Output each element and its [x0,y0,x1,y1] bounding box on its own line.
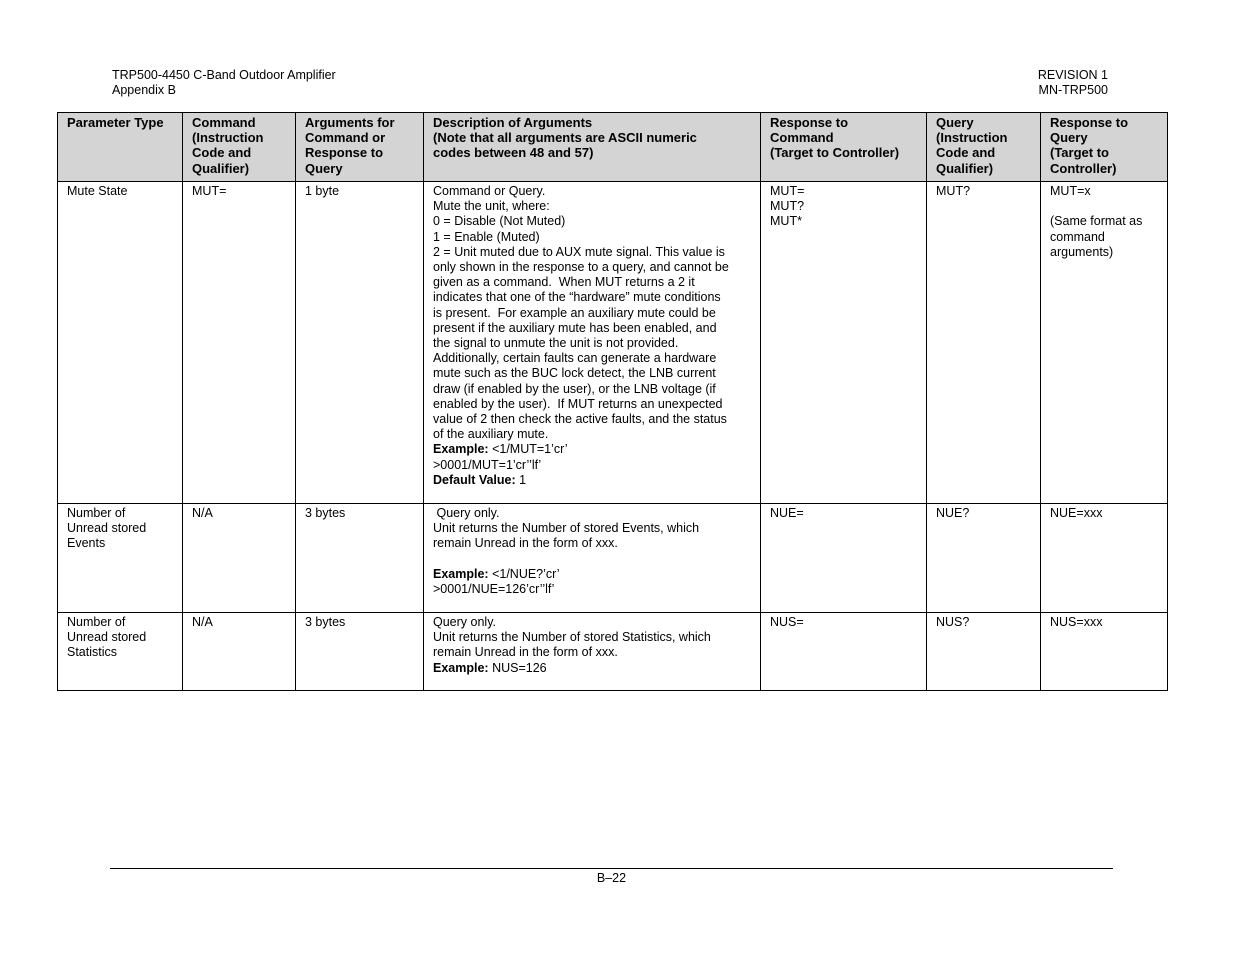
cell-line: 1 = Enable (Muted) [433,229,540,244]
command-spec-table [57,112,1168,691]
table-header-row [58,113,1168,182]
label-value: <1/MUT=1’cr’ [488,442,568,457]
query-cell [927,613,1041,691]
revision-label: REVISION 1 [1037,68,1108,82]
header-parameter-type [58,113,183,182]
header-line: Query [1050,130,1088,146]
cell-line: MUT* [770,214,802,229]
cell-line: (Same format as [1050,214,1143,229]
response-to-command-cell [761,182,927,504]
cell-line: MUT= [192,184,227,198]
description-cell [424,613,761,691]
cell-line: Unread stored [67,630,147,645]
query-cell [927,504,1041,613]
table-row [58,504,1168,613]
arguments-cell [296,613,424,691]
header-line: Controller) [1050,160,1117,176]
header-line: Arguments for [305,115,395,130]
cell-line: Unread stored [67,521,147,536]
header-line: (Note that all arguments are ASCII numeric [433,130,697,146]
cell-line: Statistics [67,645,118,660]
arguments-cell [296,182,424,504]
header-line: (Target to [1050,145,1109,161]
cell-line: 3 bytes [305,506,346,520]
header-query [927,113,1041,182]
cell-line: is present. For example an auxiliary mute could be [433,305,716,320]
cell-line: MUT= [770,184,805,198]
header-line: Parameter Type [67,115,164,130]
cell-line: N/A [192,615,213,629]
header-line: (Instruction [192,130,264,146]
bold-label: Example: [433,660,489,675]
response-to-command-cell [761,613,927,691]
cell-line: NUE? [936,506,970,520]
table-row [58,613,1168,691]
command-cell [183,504,296,613]
cell-line: mute such as the BUC lock detect, the LNB current [433,366,716,381]
response-to-query-cell [1041,182,1168,504]
label-value: NUS=126 [488,660,547,675]
cell-line: 0 = Disable (Not Muted) [433,214,566,229]
cell-line [433,442,752,457]
header-line: Code and [192,145,252,161]
cell-line: N/A [192,506,213,520]
query-cell [927,182,1041,504]
cell-line [433,567,752,582]
cell-line: NUS=xxx [1050,615,1103,629]
header-line: Query [936,115,974,130]
header-description [424,113,761,182]
cell-line: NUE= [770,506,804,520]
cell-line: only shown in the response to a query, and cannot be [433,260,729,275]
header-line: Response to [305,145,384,161]
command-cell [183,182,296,504]
cell-line: NUS= [770,615,804,629]
cell-line: command [1050,229,1105,244]
cell-line: Command or Query. [433,184,546,198]
header-response-to-command [761,113,927,182]
header-line: Response to [770,115,849,130]
table-row [58,182,1168,504]
header-line: codes between 48 and 57) [433,145,594,161]
cell-line: MUT? [936,184,971,198]
cell-line: Events [67,536,106,551]
manual-number: MN-TRP500 [1038,83,1108,97]
header-line: Qualifier) [936,160,994,176]
cell-line: Mute State [67,184,128,198]
parameter-type-cell [58,504,183,613]
arguments-cell [296,504,424,613]
cell-line: 2 = Unit muted due to AUX mute signal. This value is [433,244,725,259]
cell-line: the signal to unmute the unit is not provided. [433,336,679,351]
header-arguments [296,113,424,182]
header-line: Command [192,115,256,130]
header-response-to-query [1041,113,1168,182]
header-line: Query [305,160,343,176]
cell-line: Query only. [433,615,496,629]
cell-line [433,661,752,676]
bold-label: Example: [433,442,489,457]
cell-line: NUS? [936,615,970,629]
header-line: Code and [936,145,996,161]
document-title: TRP500-4450 C-Band Outdoor Amplifier [112,68,336,82]
cell-line: >0001/MUT=1’cr’’lf’ [433,457,542,472]
cell-line: enabled by the user). If MUT returns an unexpected [433,396,723,411]
cell-line: >0001/NUE=126’cr’’lf’ [433,582,555,596]
cell-line: Unit returns the Number of stored Events, which [433,521,700,536]
cell-line: NUE=xxx [1050,506,1103,520]
cell-line: value of 2 then check the active faults, and the status [433,412,727,427]
cell-line: 3 bytes [305,615,346,629]
label-value: <1/NUE?’cr’ [488,566,560,581]
response-to-command-cell [761,504,927,613]
bold-label: Example: [433,566,489,581]
footer-divider [110,868,1113,869]
response-to-query-cell [1041,613,1168,691]
parameter-type-cell [58,613,183,691]
cell-line: remain Unread in the form of xxx. [433,536,618,551]
header-line: (Instruction [936,130,1008,146]
cell-line: MUT? [770,199,805,214]
cell-line: MUT=x [1050,184,1091,198]
header-line: Qualifier) [192,160,250,176]
appendix-label: Appendix B [112,83,176,97]
cell-line: Number of [67,506,126,520]
cell-line: 1 byte [305,184,340,198]
document-header-left [112,68,336,98]
description-cell [424,504,761,613]
parameter-type-cell [58,182,183,504]
header-command [183,113,296,182]
cell-line [433,552,752,567]
cell-line: Mute the unit, where: [433,199,550,214]
header-line: (Target to Controller) [770,145,900,161]
response-to-query-cell [1041,504,1168,613]
cell-line: Number of [67,615,126,629]
cell-line: draw (if enabled by the user), or the LNB voltage (if [433,381,716,396]
description-cell [424,182,761,504]
cell-line: Unit returns the Number of stored Statistics, which [433,630,711,645]
cell-line: Query only. [433,506,500,520]
page-number: B–22 [596,871,627,885]
cell-line: present if the auxiliary mute has been enabled, and [433,320,717,335]
cell-line: of the auxiliary mute. [433,427,549,442]
cell-line: arguments) [1050,244,1114,259]
header-line: Command or [305,130,386,146]
bold-label: Default Value: [433,472,516,487]
cell-line: given as a command. When MUT returns a 2 it [433,275,695,290]
cell-line [433,473,752,488]
header-line: Command [770,130,834,146]
document-header-right [940,68,1108,98]
header-line: Response to [1050,115,1129,130]
header-line: Description of Arguments [433,115,593,130]
label-value: 1 [515,472,527,487]
command-cell [183,613,296,691]
cell-line: indicates that one of the “hardware” mute conditions [433,290,721,305]
cell-line: remain Unread in the form of xxx. [433,645,618,660]
cell-line [1050,199,1159,214]
cell-line: Additionally, certain faults can generate a hardware [433,351,717,366]
